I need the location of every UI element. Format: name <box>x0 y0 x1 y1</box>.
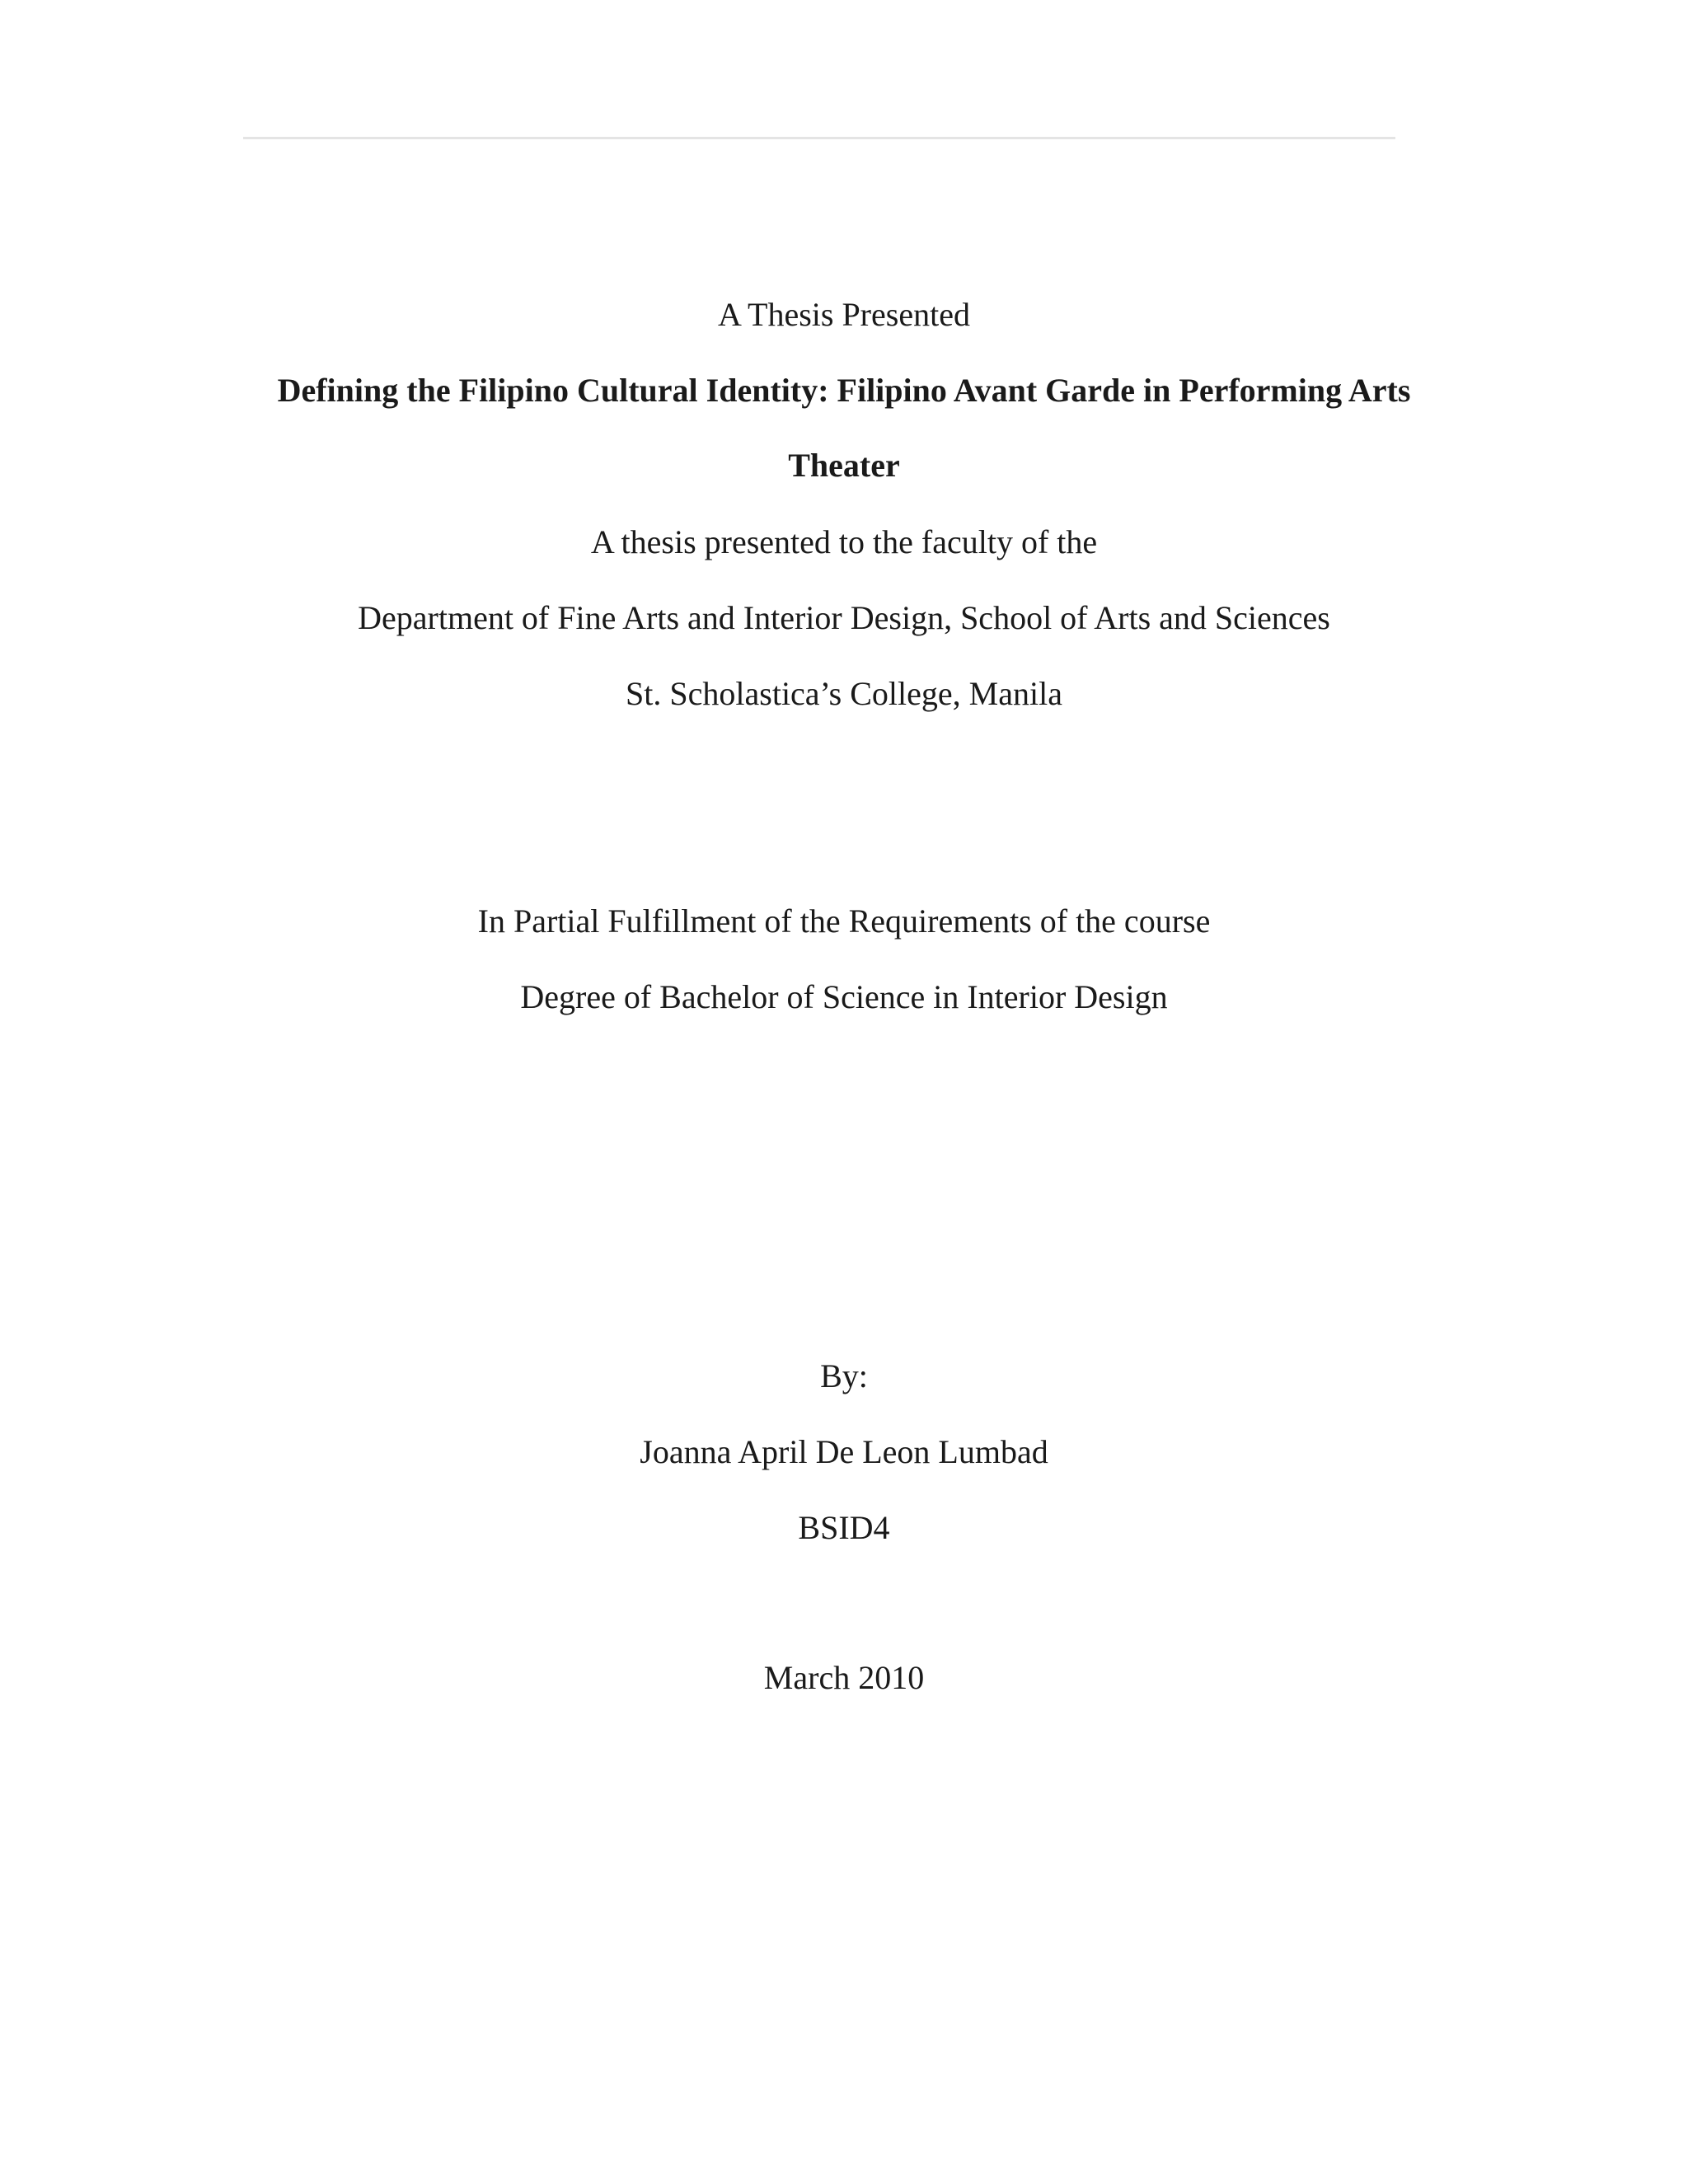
document-heading: A Thesis Presented <box>718 296 970 333</box>
department-text: Department of Fine Arts and Interior Design, School of Arts and Sciences <box>358 599 1330 636</box>
thesis-title-line-1: Defining the Filipino Cultural Identity: Filipino Avant Garde in Performing Arts <box>277 372 1411 409</box>
section-text: BSID4 <box>798 1509 890 1546</box>
date-text: March 2010 <box>763 1659 925 1696</box>
presented-to-text: A thesis presented to the faculty of the <box>590 523 1098 560</box>
degree-text: Degree of Bachelor of Science in Interior Design <box>520 978 1168 1015</box>
author-name: Joanna April De Leon Lumbad <box>640 1433 1048 1470</box>
by-label: By: <box>820 1357 868 1394</box>
college-text: St. Scholastica’s College, Manila <box>626 675 1062 712</box>
header-divider <box>243 137 1395 139</box>
fulfillment-text: In Partial Fulfillment of the Requirements of the course <box>477 902 1211 940</box>
thesis-title-line-2: Theater <box>788 447 900 484</box>
